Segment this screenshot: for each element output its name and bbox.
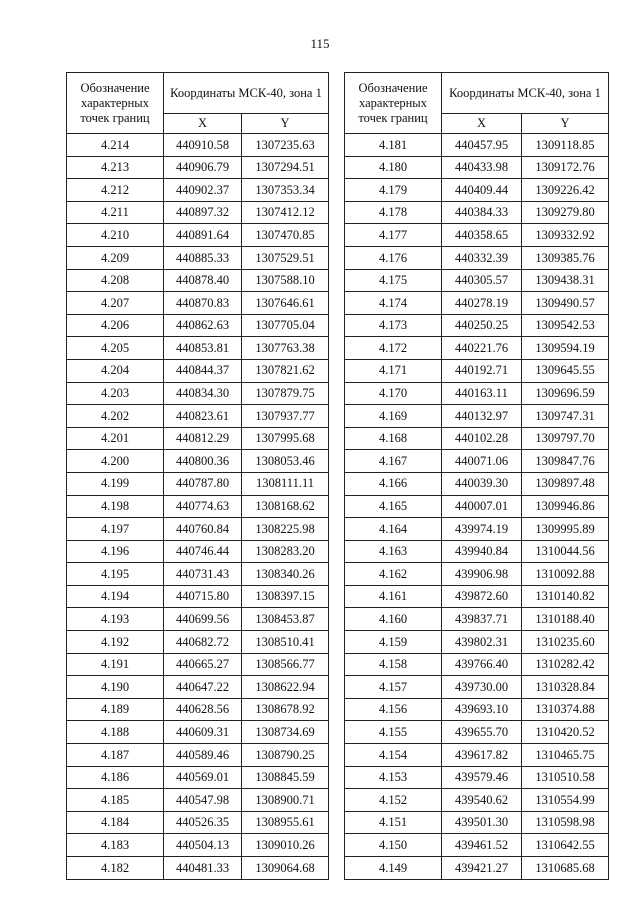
x-cell: 439940.84 [442, 540, 522, 563]
y-cell: 1310685.68 [522, 857, 609, 880]
y-cell: 1310420.52 [522, 721, 609, 744]
x-cell: 440278.19 [442, 292, 522, 315]
table-row [345, 427, 609, 450]
y-cell: 1309946.86 [522, 495, 609, 518]
coordinates-table-left [66, 72, 329, 880]
table-row [67, 834, 329, 857]
table-row [67, 789, 329, 812]
x-cell: 440853.81 [164, 337, 242, 360]
point-cell: 4.213 [67, 156, 164, 179]
table-header-row [67, 73, 329, 114]
x-cell: 440071.06 [442, 450, 522, 473]
point-cell: 4.196 [67, 540, 164, 563]
y-cell: 1308955.61 [242, 811, 329, 834]
y-cell: 1308053.46 [242, 450, 329, 473]
point-cell: 4.168 [345, 427, 442, 450]
x-cell: 440358.65 [442, 224, 522, 247]
coordinates-header: Координаты МСК-40, зона 1 [164, 73, 329, 114]
y-cell: 1309064.68 [242, 857, 329, 880]
point-cell: 4.186 [67, 766, 164, 789]
table-row [345, 676, 609, 699]
x-cell: 440910.58 [164, 134, 242, 157]
table-row [67, 811, 329, 834]
point-cell: 4.161 [345, 585, 442, 608]
x-cell: 439906.98 [442, 563, 522, 586]
table-row [345, 653, 609, 676]
table-row [345, 224, 609, 247]
x-cell: 440250.25 [442, 314, 522, 337]
table-row [345, 631, 609, 654]
table-row [345, 811, 609, 834]
y-cell: 1309438.31 [522, 269, 609, 292]
y-cell: 1308790.25 [242, 744, 329, 767]
point-cell: 4.192 [67, 631, 164, 654]
x-cell: 440902.37 [164, 179, 242, 202]
y-cell: 1309226.42 [522, 179, 609, 202]
table-row [345, 201, 609, 224]
y-cell: 1308734.69 [242, 721, 329, 744]
x-cell: 440305.57 [442, 269, 522, 292]
y-cell: 1309542.53 [522, 314, 609, 337]
table-row [345, 518, 609, 541]
table-row [67, 450, 329, 473]
y-cell: 1308453.87 [242, 608, 329, 631]
y-cell: 1308340.26 [242, 563, 329, 586]
x-cell: 439802.31 [442, 631, 522, 654]
point-cell: 4.203 [67, 382, 164, 405]
table-row [67, 292, 329, 315]
coordinates-table-right [344, 72, 609, 880]
y-cell: 1308225.98 [242, 518, 329, 541]
point-cell: 4.159 [345, 631, 442, 654]
table-row [345, 405, 609, 428]
point-cell: 4.157 [345, 676, 442, 699]
table-row [67, 472, 329, 495]
x-cell: 440715.80 [164, 585, 242, 608]
x-cell: 440812.29 [164, 427, 242, 450]
x-cell: 439974.19 [442, 518, 522, 541]
y-cell: 1307470.85 [242, 224, 329, 247]
table-row [67, 246, 329, 269]
x-cell: 439501.30 [442, 811, 522, 834]
point-cell: 4.160 [345, 608, 442, 631]
y-cell: 1309645.55 [522, 359, 609, 382]
y-cell: 1307646.61 [242, 292, 329, 315]
table-row [345, 179, 609, 202]
y-cell: 1310188.40 [522, 608, 609, 631]
table-header-row [345, 73, 609, 114]
table-row [345, 563, 609, 586]
table-row [67, 314, 329, 337]
point-cell: 4.209 [67, 246, 164, 269]
point-cell: 4.200 [67, 450, 164, 473]
x-cell: 440547.98 [164, 789, 242, 812]
point-cell: 4.189 [67, 698, 164, 721]
x-cell: 440834.30 [164, 382, 242, 405]
point-cell: 4.185 [67, 789, 164, 812]
y-cell: 1309172.76 [522, 156, 609, 179]
x-cell: 440132.97 [442, 405, 522, 428]
x-header: X [164, 114, 242, 134]
point-cell: 4.173 [345, 314, 442, 337]
table-row [67, 269, 329, 292]
x-cell: 440774.63 [164, 495, 242, 518]
table-row [345, 540, 609, 563]
table-row [345, 314, 609, 337]
y-cell: 1307235.63 [242, 134, 329, 157]
table-row [345, 721, 609, 744]
table-row [67, 179, 329, 202]
x-cell: 440504.13 [164, 834, 242, 857]
point-cell: 4.182 [67, 857, 164, 880]
table-row [345, 292, 609, 315]
table-row [67, 766, 329, 789]
point-cell: 4.171 [345, 359, 442, 382]
x-cell: 440885.33 [164, 246, 242, 269]
y-cell: 1308397.15 [242, 585, 329, 608]
point-cell: 4.187 [67, 744, 164, 767]
x-cell: 440891.64 [164, 224, 242, 247]
x-cell: 440731.43 [164, 563, 242, 586]
x-cell: 440870.83 [164, 292, 242, 315]
point-cell: 4.150 [345, 834, 442, 857]
table-row [67, 156, 329, 179]
table-row [67, 427, 329, 450]
point-cell: 4.202 [67, 405, 164, 428]
x-cell: 440628.56 [164, 698, 242, 721]
table-row [67, 201, 329, 224]
table-row [67, 653, 329, 676]
y-header: Y [522, 114, 609, 134]
table-row [67, 563, 329, 586]
y-cell: 1309118.85 [522, 134, 609, 157]
y-cell: 1308510.41 [242, 631, 329, 654]
y-cell: 1309897.48 [522, 472, 609, 495]
x-cell: 440823.61 [164, 405, 242, 428]
table-row [345, 472, 609, 495]
table-row [345, 337, 609, 360]
table-row [345, 698, 609, 721]
table-row [345, 246, 609, 269]
x-header: X [442, 114, 522, 134]
x-cell: 440682.72 [164, 631, 242, 654]
y-cell: 1309847.76 [522, 450, 609, 473]
x-cell: 440332.39 [442, 246, 522, 269]
table-row [67, 518, 329, 541]
y-cell: 1307529.51 [242, 246, 329, 269]
x-cell: 439693.10 [442, 698, 522, 721]
y-cell: 1309010.26 [242, 834, 329, 857]
point-cell: 4.214 [67, 134, 164, 157]
y-cell: 1309797.70 [522, 427, 609, 450]
x-cell: 440787.80 [164, 472, 242, 495]
table-row [345, 857, 609, 880]
table-row [67, 382, 329, 405]
table-row [67, 359, 329, 382]
point-cell: 4.205 [67, 337, 164, 360]
point-cell: 4.201 [67, 427, 164, 450]
table-row [345, 450, 609, 473]
y-cell: 1310598.98 [522, 811, 609, 834]
table-row [67, 608, 329, 631]
point-cell: 4.207 [67, 292, 164, 315]
point-cell: 4.184 [67, 811, 164, 834]
x-cell: 440409.44 [442, 179, 522, 202]
x-cell: 440746.44 [164, 540, 242, 563]
x-cell: 439655.70 [442, 721, 522, 744]
y-cell: 1309279.80 [522, 201, 609, 224]
table-row [345, 789, 609, 812]
x-cell: 440878.40 [164, 269, 242, 292]
x-cell: 439837.71 [442, 608, 522, 631]
point-cell: 4.158 [345, 653, 442, 676]
point-cell: 4.191 [67, 653, 164, 676]
x-cell: 440192.71 [442, 359, 522, 382]
x-cell: 440433.98 [442, 156, 522, 179]
y-cell: 1310465.75 [522, 744, 609, 767]
point-cell: 4.152 [345, 789, 442, 812]
x-cell: 440647.22 [164, 676, 242, 699]
y-cell: 1310374.88 [522, 698, 609, 721]
y-cell: 1310642.55 [522, 834, 609, 857]
x-cell: 440039.30 [442, 472, 522, 495]
coordinates-header: Координаты МСК-40, зона 1 [442, 73, 609, 114]
table-row [345, 766, 609, 789]
point-cell: 4.198 [67, 495, 164, 518]
y-cell: 1308283.20 [242, 540, 329, 563]
point-cell: 4.156 [345, 698, 442, 721]
table-row [67, 224, 329, 247]
x-cell: 439617.82 [442, 744, 522, 767]
point-cell: 4.149 [345, 857, 442, 880]
point-cell: 4.154 [345, 744, 442, 767]
y-cell: 1307763.38 [242, 337, 329, 360]
x-cell: 440699.56 [164, 608, 242, 631]
x-cell: 439461.52 [442, 834, 522, 857]
y-cell: 1307879.75 [242, 382, 329, 405]
table-row [345, 156, 609, 179]
x-cell: 440221.76 [442, 337, 522, 360]
point-cell: 4.167 [345, 450, 442, 473]
x-cell: 439730.00 [442, 676, 522, 699]
designation-header: Обозначение характерных точек границ [345, 73, 442, 134]
table-row [67, 676, 329, 699]
y-cell: 1308845.59 [242, 766, 329, 789]
point-cell: 4.211 [67, 201, 164, 224]
y-cell: 1310140.82 [522, 585, 609, 608]
y-header: Y [242, 114, 329, 134]
table-row [345, 608, 609, 631]
point-cell: 4.163 [345, 540, 442, 563]
y-cell: 1310044.56 [522, 540, 609, 563]
point-cell: 4.172 [345, 337, 442, 360]
y-cell: 1310235.60 [522, 631, 609, 654]
table-row [345, 359, 609, 382]
x-cell: 439872.60 [442, 585, 522, 608]
y-cell: 1309385.76 [522, 246, 609, 269]
table-row [67, 721, 329, 744]
y-cell: 1307937.77 [242, 405, 329, 428]
table-row [345, 269, 609, 292]
y-cell: 1307705.04 [242, 314, 329, 337]
table-row [67, 631, 329, 654]
y-cell: 1308900.71 [242, 789, 329, 812]
y-cell: 1309747.31 [522, 405, 609, 428]
table-row [67, 495, 329, 518]
y-cell: 1309490.57 [522, 292, 609, 315]
y-cell: 1310282.42 [522, 653, 609, 676]
table-row [345, 495, 609, 518]
point-cell: 4.169 [345, 405, 442, 428]
x-cell: 440609.31 [164, 721, 242, 744]
point-cell: 4.199 [67, 472, 164, 495]
y-cell: 1308566.77 [242, 653, 329, 676]
table-row [345, 834, 609, 857]
point-cell: 4.166 [345, 472, 442, 495]
point-cell: 4.178 [345, 201, 442, 224]
y-cell: 1310092.88 [522, 563, 609, 586]
x-cell: 440102.28 [442, 427, 522, 450]
y-cell: 1307412.12 [242, 201, 329, 224]
page-number: 115 [310, 36, 330, 51]
point-cell: 4.165 [345, 495, 442, 518]
point-cell: 4.195 [67, 563, 164, 586]
y-cell: 1309995.89 [522, 518, 609, 541]
point-cell: 4.181 [345, 134, 442, 157]
x-cell: 440862.63 [164, 314, 242, 337]
point-cell: 4.193 [67, 608, 164, 631]
y-cell: 1307588.10 [242, 269, 329, 292]
x-cell: 440665.27 [164, 653, 242, 676]
point-cell: 4.179 [345, 179, 442, 202]
x-cell: 440760.84 [164, 518, 242, 541]
y-cell: 1310554.99 [522, 789, 609, 812]
y-cell: 1309696.59 [522, 382, 609, 405]
table-row [345, 744, 609, 767]
table-row [67, 857, 329, 880]
x-cell: 440906.79 [164, 156, 242, 179]
table-row [67, 405, 329, 428]
y-cell: 1308168.62 [242, 495, 329, 518]
x-cell: 440844.37 [164, 359, 242, 382]
x-cell: 440007.01 [442, 495, 522, 518]
table-row [67, 337, 329, 360]
x-cell: 439421.27 [442, 857, 522, 880]
x-cell: 440481.33 [164, 857, 242, 880]
y-cell: 1309332.92 [522, 224, 609, 247]
point-cell: 4.162 [345, 563, 442, 586]
y-cell: 1307294.51 [242, 156, 329, 179]
table-row [345, 134, 609, 157]
x-cell: 440800.36 [164, 450, 242, 473]
y-cell: 1307821.62 [242, 359, 329, 382]
point-cell: 4.155 [345, 721, 442, 744]
table-row [345, 585, 609, 608]
point-cell: 4.164 [345, 518, 442, 541]
x-cell: 439540.62 [442, 789, 522, 812]
x-cell: 440897.32 [164, 201, 242, 224]
y-cell: 1307995.68 [242, 427, 329, 450]
y-cell: 1310510.58 [522, 766, 609, 789]
x-cell: 439766.40 [442, 653, 522, 676]
point-cell: 4.177 [345, 224, 442, 247]
y-cell: 1309594.19 [522, 337, 609, 360]
x-cell: 440589.46 [164, 744, 242, 767]
point-cell: 4.210 [67, 224, 164, 247]
point-cell: 4.170 [345, 382, 442, 405]
x-cell: 440163.11 [442, 382, 522, 405]
point-cell: 4.194 [67, 585, 164, 608]
point-cell: 4.197 [67, 518, 164, 541]
point-cell: 4.183 [67, 834, 164, 857]
table-row [345, 382, 609, 405]
point-cell: 4.206 [67, 314, 164, 337]
table-row [67, 585, 329, 608]
y-cell: 1307353.34 [242, 179, 329, 202]
y-cell: 1308111.11 [242, 472, 329, 495]
x-cell: 440526.35 [164, 811, 242, 834]
point-cell: 4.180 [345, 156, 442, 179]
table-row [67, 540, 329, 563]
point-cell: 4.208 [67, 269, 164, 292]
point-cell: 4.176 [345, 246, 442, 269]
y-cell: 1308678.92 [242, 698, 329, 721]
y-cell: 1310328.84 [522, 676, 609, 699]
point-cell: 4.190 [67, 676, 164, 699]
point-cell: 4.212 [67, 179, 164, 202]
x-cell: 440457.95 [442, 134, 522, 157]
point-cell: 4.204 [67, 359, 164, 382]
point-cell: 4.175 [345, 269, 442, 292]
x-cell: 440569.01 [164, 766, 242, 789]
table-row [67, 134, 329, 157]
point-cell: 4.188 [67, 721, 164, 744]
designation-header: Обозначение характерных точек границ [67, 73, 164, 134]
point-cell: 4.151 [345, 811, 442, 834]
table-row [67, 744, 329, 767]
point-cell: 4.153 [345, 766, 442, 789]
point-cell: 4.174 [345, 292, 442, 315]
x-cell: 440384.33 [442, 201, 522, 224]
x-cell: 439579.46 [442, 766, 522, 789]
y-cell: 1308622.94 [242, 676, 329, 699]
table-row [67, 698, 329, 721]
